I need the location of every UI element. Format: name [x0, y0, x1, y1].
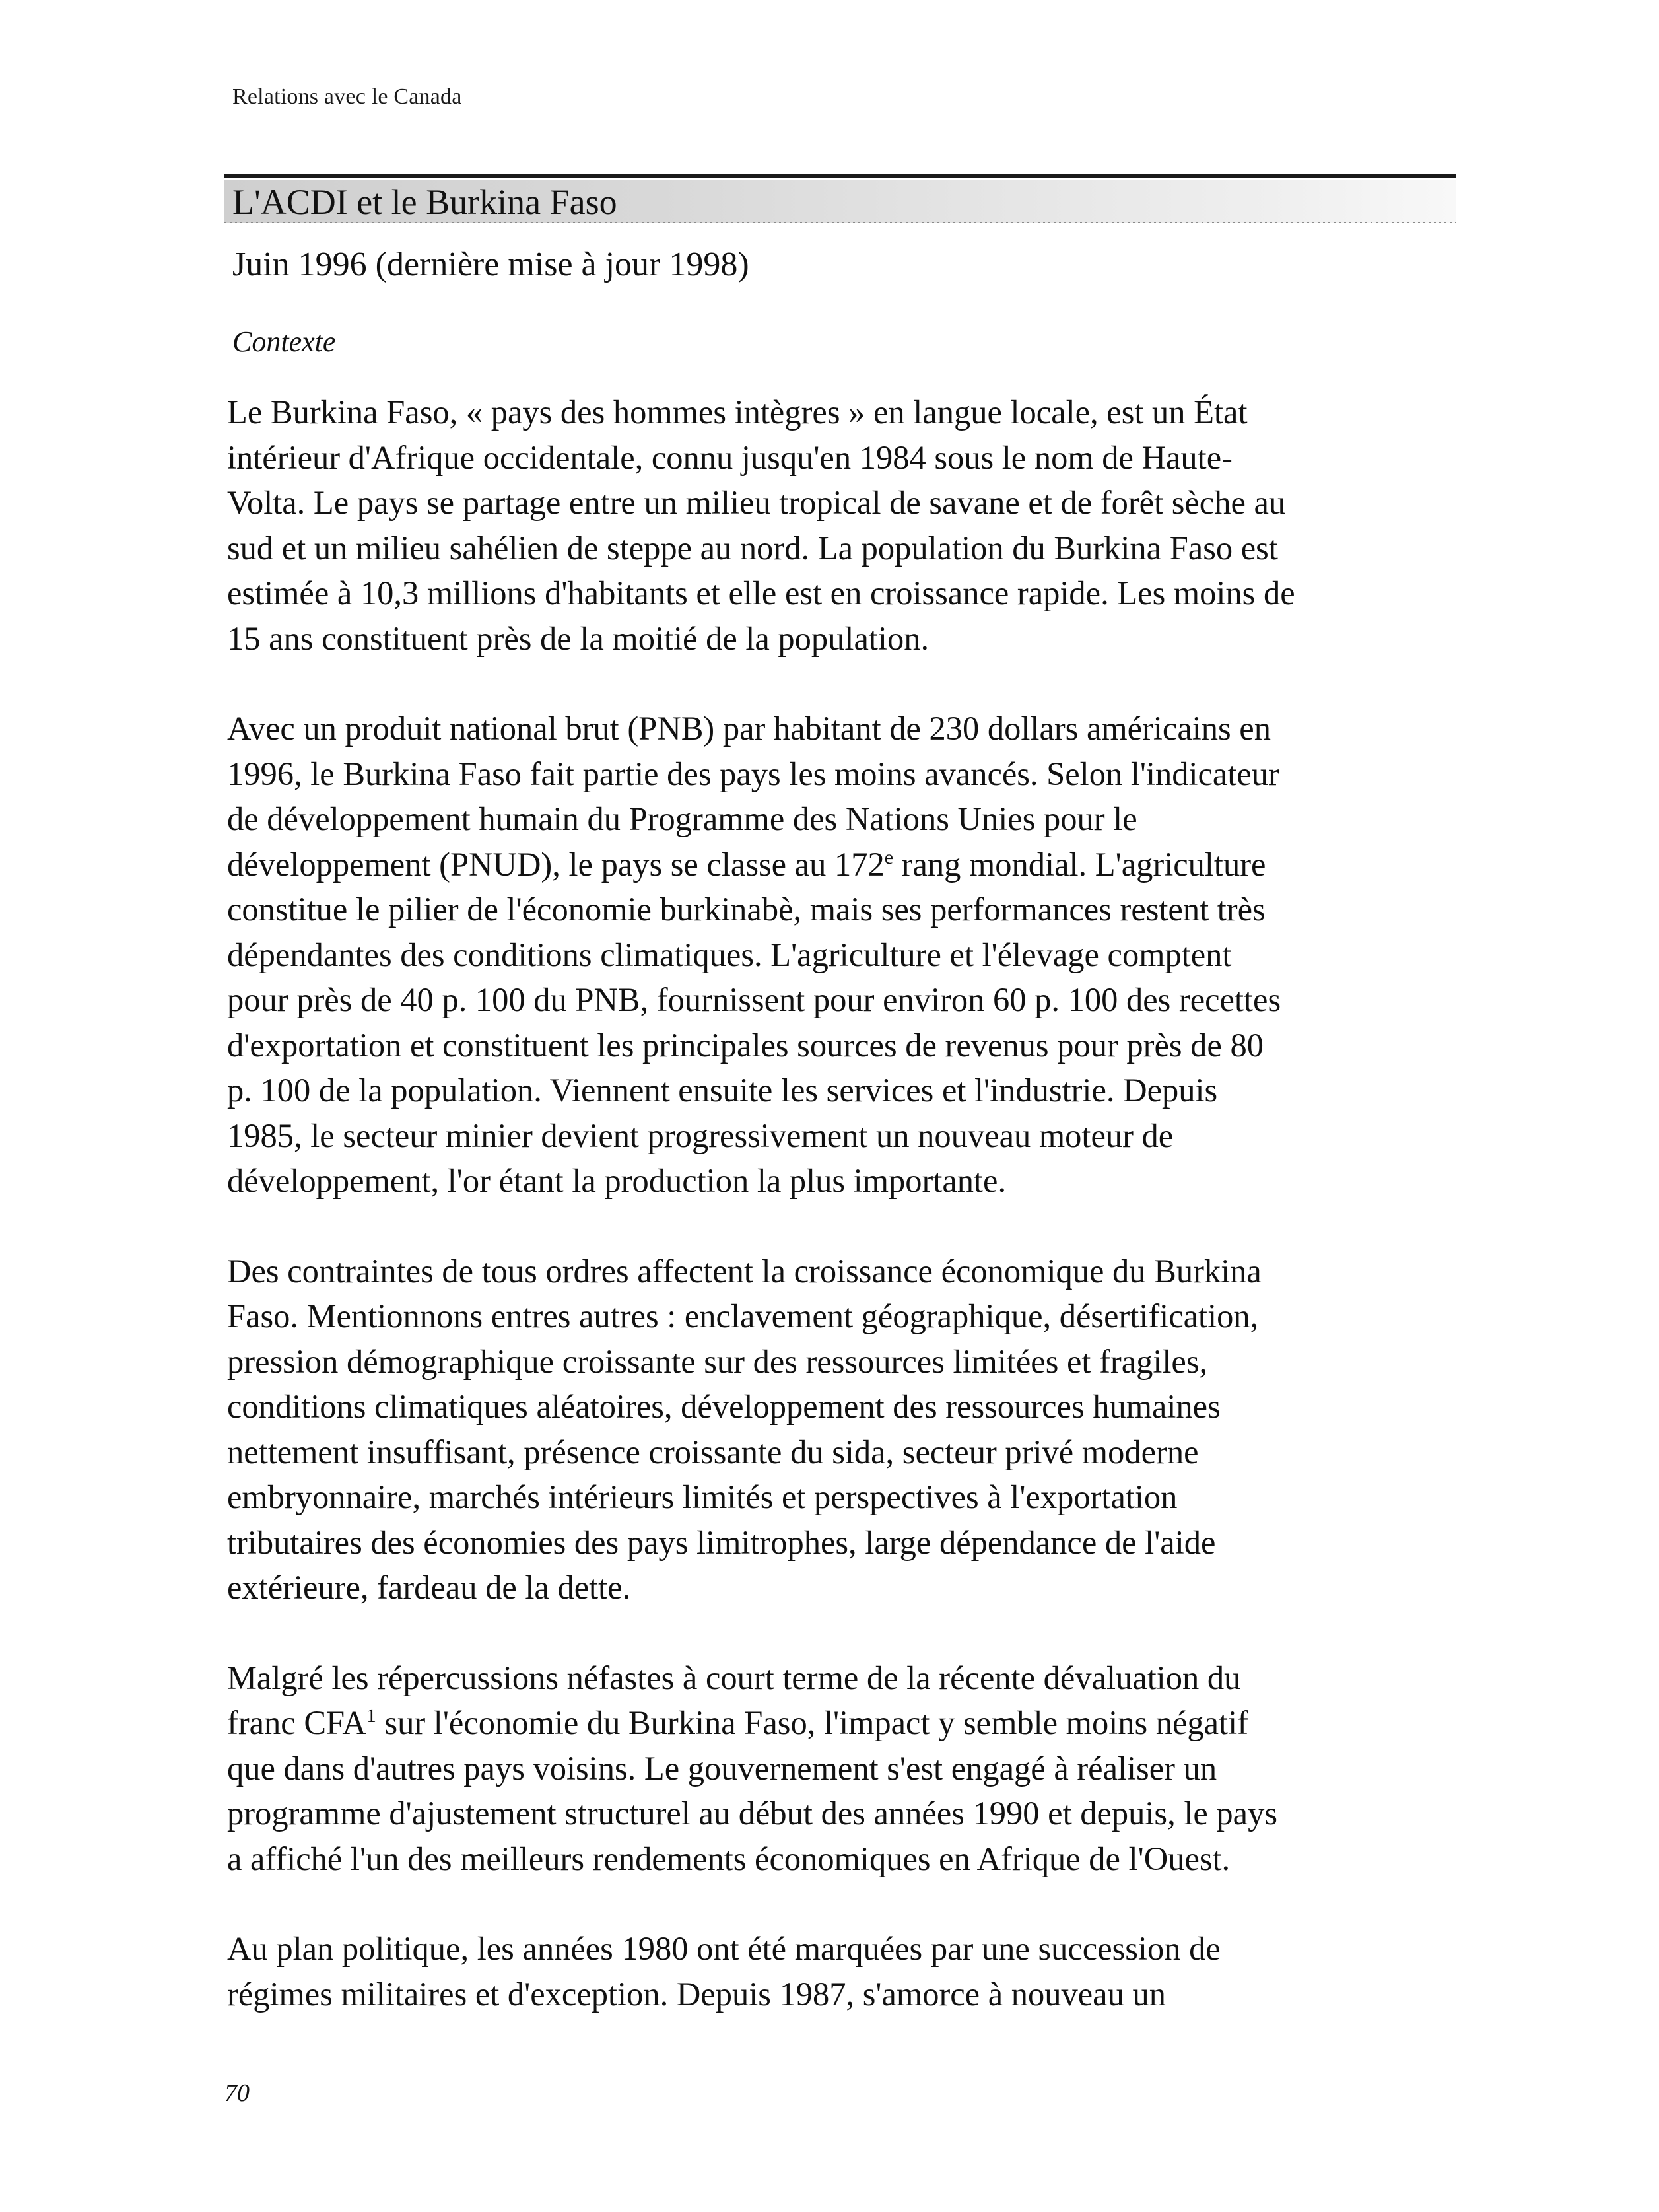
text-line: Malgré les répercussions néfastes à court terme de la récente dévaluation du — [227, 1659, 1241, 1696]
text-line: 15 ans constituent près de la moitié de la population. — [227, 619, 930, 657]
subheading-contexte: Contexte — [232, 326, 336, 358]
text-line: estimée à 10,3 millions d'habitants et elle est en croissance rapide. Les moins de — [227, 574, 1295, 611]
text-line: tributaires des économies des pays limitrophes, large dépendance de l'aide — [227, 1523, 1216, 1561]
cfa-text: franc CFA — [227, 1704, 366, 1741]
text-line: Volta. Le pays se partage entre un milieu tropical de savane et de forêt sèche au — [227, 484, 1286, 521]
page-number: 70 — [224, 2079, 250, 2107]
text-line: Des contraintes de tous ordres affectent la croissance économique du Burkina — [227, 1252, 1262, 1290]
text-line: pour près de 40 p. 100 du PNB, fournissent pour environ 60 p. 100 des recettes — [227, 981, 1281, 1018]
text-line: pression démographique croissante sur des ressources limitées et fragiles, — [227, 1342, 1208, 1380]
rank-superscript: e — [884, 846, 894, 868]
text-line: conditions climatiques aléatoires, développement des ressources humaines — [227, 1388, 1221, 1425]
text-line: Au plan politique, les années 1980 ont été marquées par une succession de — [227, 1930, 1221, 1967]
text-line: constitue le pilier de l'économie burkinabè, mais ses performances restent très — [227, 891, 1266, 928]
text-line: d'exportation et constituent les principales sources de revenus pour près de 80 — [227, 1026, 1264, 1064]
text-line: intérieur d'Afrique occidentale, connu jusqu'en 1984 sous le nom de Haute- — [227, 438, 1233, 476]
text-line: développement, l'or étant la production la plus importante. — [227, 1162, 1007, 1199]
paragraph-3 — [227, 1249, 1448, 1610]
rank-text: développement (PNUD), le pays se classe au 172 — [227, 845, 885, 883]
text-line: Avec un produit national brut (PNB) par habitant de 230 dollars américains en — [227, 710, 1271, 747]
paragraph-2 — [227, 706, 1448, 1204]
text-line: régimes militaires et d'exception. Depuis 1987, s'amorce à nouveau un — [227, 1975, 1166, 2013]
text-line-cfa — [227, 1700, 1448, 1746]
text-line: 1996, le Burkina Faso fait partie des pays les moins avancés. Selon l'indicateur — [227, 755, 1279, 792]
running-header: Relations avec le Canada — [232, 85, 462, 109]
text-line: de développement humain du Programme des Nations Unies pour le — [227, 800, 1137, 837]
text-line: extérieure, fardeau de la dette. — [227, 1569, 631, 1606]
text-line: programme d'ajustement structurel au début des années 1990 et depuis, le pays — [227, 1795, 1277, 1832]
text-line: p. 100 de la population. Viennent ensuite les services et l'industrie. Depuis — [227, 1072, 1218, 1109]
section-title: L'ACDI et le Burkina Faso — [232, 182, 617, 222]
title-top-rule — [224, 174, 1456, 178]
text-line: que dans d'autres pays voisins. Le gouvernement s'est engagé à réaliser un — [227, 1749, 1217, 1787]
text-line-rank — [227, 842, 1448, 887]
text-line: Le Burkina Faso, « pays des hommes intègres » en langue locale, est un État — [227, 394, 1248, 431]
text-line: nettement insuffisant, présence croissante du sida, secteur privé moderne — [227, 1433, 1199, 1470]
footnote-reference[interactable]: 1 — [366, 1705, 376, 1727]
text-line: 1985, le secteur minier devient progressivement un nouveau moteur de — [227, 1117, 1174, 1154]
text-line: Faso. Mentionnons entres autres : enclavement géographique, désertification, — [227, 1297, 1259, 1334]
text-line: a affiché l'un des meilleurs rendements économiques en Afrique de l'Ouest. — [227, 1840, 1231, 1877]
rank-tail-text: rang mondial. L'agriculture — [893, 845, 1266, 883]
text-line: embryonnaire, marchés intérieurs limités et perspectives à l'exportation — [227, 1478, 1178, 1515]
paragraph-1 — [227, 390, 1448, 661]
text-line: sud et un milieu sahélien de steppe au nord. La population du Burkina Faso est — [227, 529, 1278, 567]
paragraph-4 — [227, 1655, 1448, 1882]
cfa-tail-text: sur l'économie du Burkina Faso, l'impact y semble moins négatif — [376, 1704, 1248, 1741]
paragraph-5 — [227, 1926, 1448, 2017]
date-line: Juin 1996 (dernière mise à jour 1998) — [232, 246, 749, 283]
text-line: dépendantes des conditions climatiques. L'agriculture et l'élevage comptent — [227, 936, 1232, 973]
body-text — [227, 390, 1448, 2061]
